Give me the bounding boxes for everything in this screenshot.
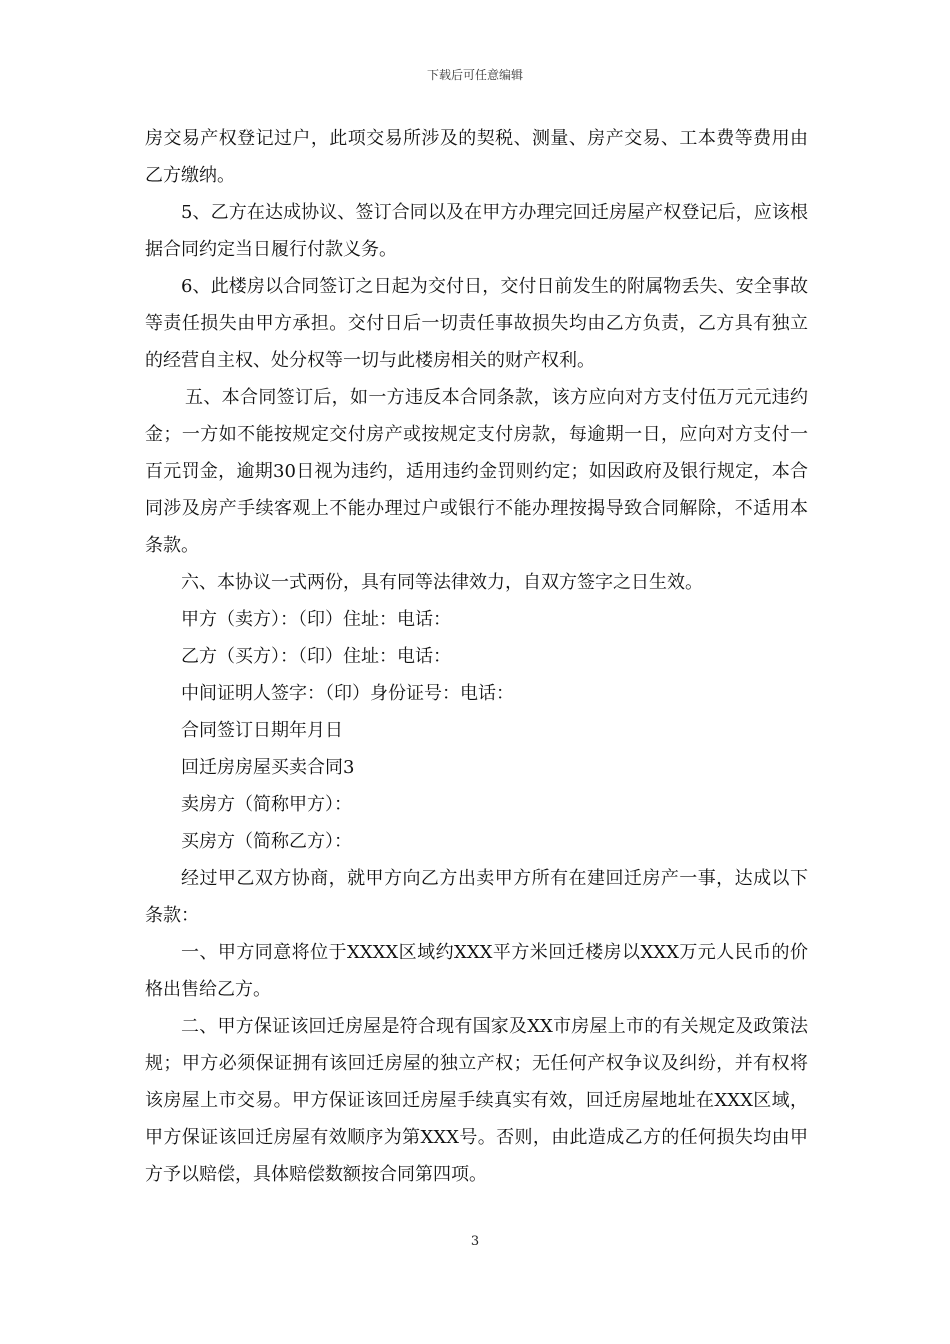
page-number: 3 bbox=[470, 1234, 480, 1249]
paragraph-2: 5、乙方在达成协议、签订合同以及在甲方办理完回迁房屋产权登记后，应该根据合同约定当日履行付款义务。 bbox=[145, 202, 808, 260]
paragraph-1: 房交易产权登记过户，此项交易所涉及的契税、测量、房产交易、工本费等费用由乙方缴纳。 bbox=[145, 128, 808, 186]
paragraph-12: 买房方（简称乙方）： bbox=[181, 831, 352, 852]
paragraph-13: 经过甲乙双方协商，就甲方向乙方出卖甲方所有在建回迁房产一事，达成以下条款： bbox=[145, 868, 808, 926]
paragraph-8: 中间证明人签字：（印）身份证号：电话： bbox=[181, 683, 514, 704]
page-header: 下载后可任意编辑 bbox=[426, 68, 523, 82]
paragraph-9: 合同签订日期年月日 bbox=[181, 720, 343, 741]
paragraph-4: 五、本合同签订后，如一方违反本合同条款，该方应向对方支付伍万元元违约金；一方如不能按规定交付房产或按规定支付房款，每逾期一日，应向对方支付一百元罚金，逾期30日视为违约，适用违约金罚则约定；如因政府及银行规定，本合同涉及房产手续客观上不能办理过户或银行不能办理按揭导致合同解除，不适用本条款。 bbox=[145, 387, 808, 556]
paragraph-11: 卖房方（简称甲方）： bbox=[181, 794, 352, 815]
paragraph-3: 6、此楼房以合同签订之日起为交付日，交付日前发生的附属物丢失、安全事故等责任损失由甲方承担。交付日后一切责任事故损失均由乙方负责，乙方具有独立的经营自主权、处分权等一切与此楼房相关的财产权利。 bbox=[145, 276, 808, 371]
paragraph-14: 一、甲方同意将位于XXXX区域约XXX平方米回迁楼房以XXX万元人民币的价格出售给乙方。 bbox=[145, 942, 808, 1000]
paragraph-10: 回迁房房屋买卖合同3 bbox=[181, 757, 355, 778]
paragraph-7: 乙方（买方）：（印）住址：电话： bbox=[181, 646, 451, 667]
document-body bbox=[145, 120, 808, 1193]
paragraph-6: 甲方（卖方）：（印）住址：电话： bbox=[181, 609, 451, 630]
paragraph-5: 六、本协议一式两份，具有同等法律效力，自双方签字之日生效。 bbox=[181, 572, 703, 593]
paragraph-15: 二、甲方保证该回迁房屋是符合现有国家及XX市房屋上市的有关规定及政策法规；甲方必须保证拥有该回迁房屋的独立产权；无任何产权争议及纠纷，并有权将该房屋上市交易。甲方保证该回迁房屋手续真实有效，回迁房屋地址在XXX区域，甲方保证该回迁房屋有效顺序为第XXX号。否则，由此造成乙方的任何损失均由甲方予以赔偿，具体赔偿数额按合同第四项。 bbox=[145, 1016, 808, 1185]
